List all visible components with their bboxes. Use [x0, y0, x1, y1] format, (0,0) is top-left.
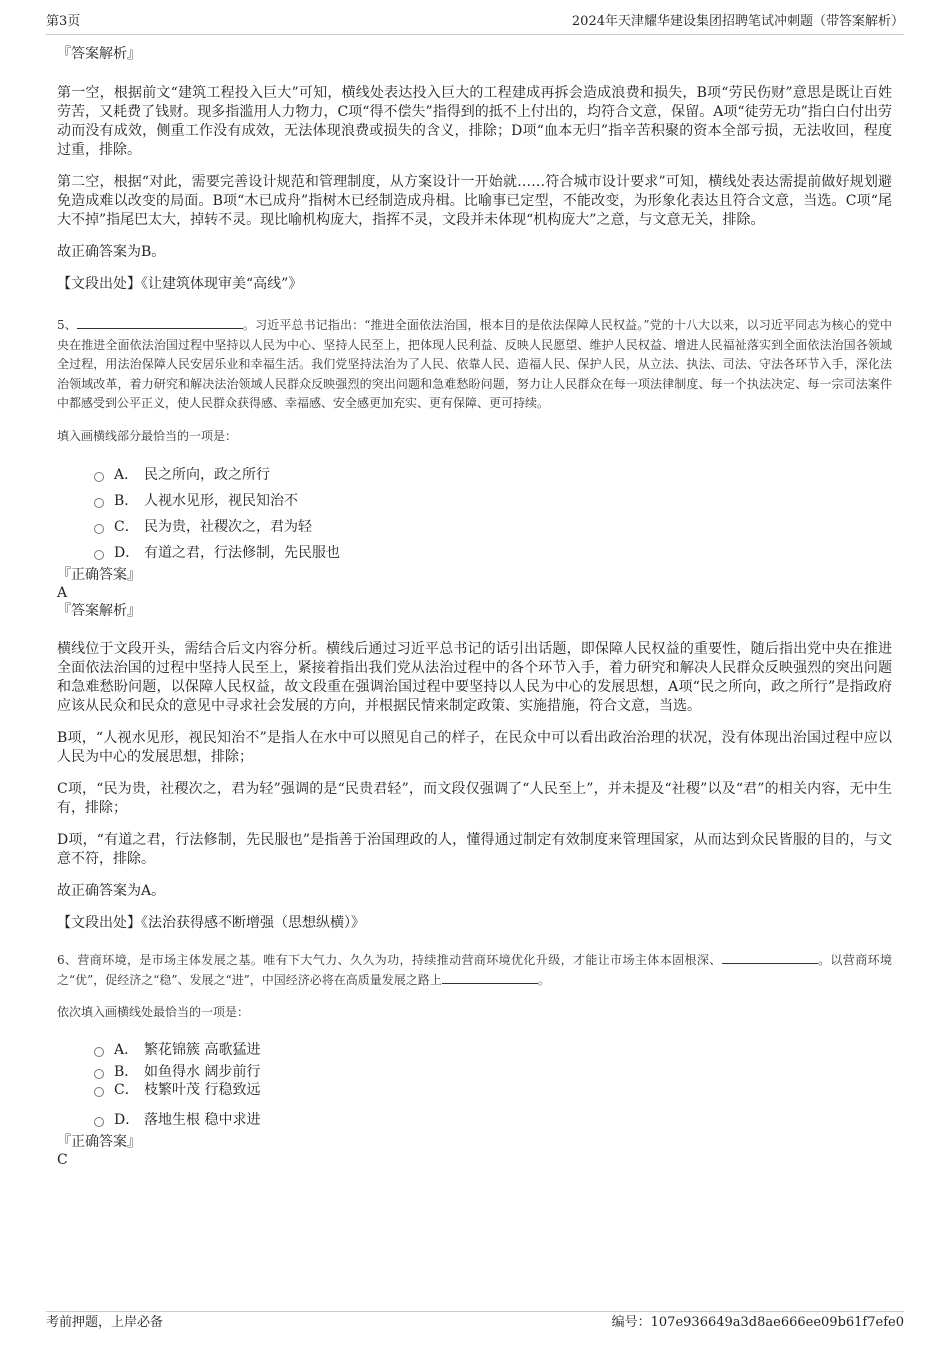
document-code: 编号：107e936649a3d8ae666ee09b61f7efe0 [611, 1315, 904, 1330]
footer-slogan: 考前押题，上岸必备 [46, 1315, 164, 1330]
q5-option-a[interactable]: A． 民之所向，政之所行 [94, 462, 892, 488]
page-content [57, 44, 892, 1169]
q5-option-c[interactable]: C． 民为贵，社稷次之，君为轻 [94, 514, 892, 540]
q5-analysis-a3: C项，“民为贵，社稷次之，君为轻”强调的是“民贵君轻”，而文段仅强调了“人民至上”，并未提及“社稷”以及“君”的相关内容，无中生有，排除； [57, 781, 892, 816]
radio-icon[interactable] [94, 1069, 104, 1079]
q5-number: 5、 [57, 318, 77, 332]
q6-options [94, 1037, 892, 1133]
q6-option-a[interactable]: A． 繁花锦簇 高歌猛进 [94, 1037, 892, 1063]
q5-correct-answer: A [57, 585, 68, 601]
radio-icon[interactable] [94, 498, 104, 508]
q6-blank-2 [442, 971, 538, 984]
q6-stem: 6、营商环境，是市场主体发展之基。唯有下大气力、久久为功，持续推动营商环境优化升级，才能让市场主体本固根深、 。以营商环境之“优”，促经济之“稳”、发展之“进”，中国经济必将在高质量发展之路上 。 [57, 953, 892, 987]
q6-blank-1 [722, 951, 818, 964]
q5-option-b[interactable]: B． 人视水见形，视民知治不 [94, 488, 892, 514]
page-footer [46, 1311, 904, 1336]
q5-correct-label: 『正确答案』 [57, 567, 141, 583]
q5-option-d[interactable]: D． 有道之君，行法修制，先民服也 [94, 540, 892, 566]
page-number: 第3页 [46, 14, 81, 29]
q5-source: 【文段出处】《法治获得感不断增强（思想纵横）》 [57, 915, 365, 931]
radio-icon[interactable] [94, 1117, 104, 1127]
document-title: 2024年天津耀华建设集团招聘笔试冲刺题（带答案解析） [571, 14, 904, 29]
radio-icon[interactable] [94, 524, 104, 534]
q6-option-d[interactable]: D． 落地生根 稳中求进 [94, 1107, 892, 1133]
radio-icon[interactable] [94, 472, 104, 482]
radio-icon[interactable] [94, 1087, 104, 1097]
q5-prompt: 填入画横线部分最恰当的一项是： [57, 428, 238, 443]
q5-blank [77, 316, 243, 329]
q5-analysis-a4: D项，“有道之君，行法修制，先民服也”是指善于治国理政的人，懂得通过制定有效制度来管理国家，从而达到众民皆服的目的，与文意不符，排除。 [57, 832, 892, 867]
q5-stem-text: 。习近平总书记指出：“推进全面依法治国，根本目的是依法保障人民权益。”党的十八大以来，以习近平同志为核心的党中央在推进全面依法治国过程中坚持以人民为中心、坚持人民至上，把体现人民利益、反映人民愿望、维护人民权益、增进人民福祉落实到全面依法治国各领域全过程，用法治保障人民安居乐业和幸福生活。我们党坚持法治为了人民、依靠人民、造福人民、保护人民，从立法、执法、司法、守法各环节入手，深化法治领域改革，着力研究和解决法治领域人民群众反映强烈的突出问题和急难愁盼问题，努力让人民群众在每一项法律制度、每一个执法决定、每一宗司法案件中都感受到公平正义，使人民群众获得感、幸福感、安全感更加充实、更有保障、更可持续。 [57, 318, 892, 410]
q5-analysis-a2: B项，“人视水见形，视民知治不”是指人在水中可以照见自己的样子，在民众中可以看出政治治理的状况，没有体现出治国过程中应以人民为中心的发展思想，排除； [57, 730, 892, 765]
q5-conclusion: 故正确答案为A。 [57, 883, 166, 899]
radio-icon[interactable] [94, 1047, 104, 1057]
q4-source: 【文段出处】《让建筑体现审美“高线”》 [57, 276, 303, 292]
page-header [46, 10, 904, 35]
q6-correct-label: 『正确答案』 [57, 1133, 141, 1150]
q6-prompt: 依次填入画横线处最恰当的一项是： [57, 1005, 250, 1019]
q4-analysis-p2: 第二空，根据“对此，需要完善设计规范和管理制度，从方案设计一开始就……符合城市设计要求”可知，横线处表达需提前做好规划避免造成难以改变的局面。B项“木已成舟”指树木已经制造成舟楫。比喻事已定型，不能改变，为形象化表达且符合文意，当选。C项“尾大不掉”指尾巴太大，掉转不灵。现比喻机构庞大，指挥不灵，文段并未体现“机构庞大”之意，与文意无关，排除。 [57, 174, 892, 228]
radio-icon[interactable] [94, 550, 104, 560]
q5-analysis-label: 『答案解析』 [57, 603, 141, 619]
q6-correct-answer: C [57, 1151, 68, 1168]
q5-stem [57, 316, 892, 414]
q4-conclusion: 故正确答案为B。 [57, 244, 166, 260]
q4-analysis-label: 『答案解析』 [57, 46, 141, 62]
q6-option-b[interactable]: B． 如鱼得水 阔步前行 [94, 1063, 892, 1081]
q6-option-c[interactable]: C． 枝繁叶茂 行稳致远 [94, 1081, 892, 1107]
q5-options [94, 462, 892, 566]
q5-analysis-a1: 横线位于文段开头，需结合后文内容分析。横线后通过习近平总书记的话引出话题，即保障人民权益的重要性，随后指出党中央在推进全面依法治国的过程中坚持人民至上，紧接着指出我们党从法治过程中的各个环节入手，着力研究和解决人民群众反映强烈的突出问题和急难愁盼问题，以保障人民权益，故文段重在强调治国过程中要坚持以人民为中心的发展思想，A项“民之所向，政之所行”是指政府应该从民众和民众的意见中寻求社会发展的方向，并根据民情来制定政策、实施措施，符合文意，当选。 [57, 641, 892, 714]
q4-analysis-p1: 第一空，根据前文“建筑工程投入巨大”可知，横线处表达投入巨大的工程建成再拆会造成浪费和损失，B项“劳民伤财”意思是既让百姓劳苦，又耗费了钱财。现多指滥用人力物力，C项“得不偿失”指得到的抵不上付出的，均符合文意，保留。A项“徒劳无功”指白白付出劳动而没有成效，侧重工作没有成效，无法体现浪费或损失的含义，排除；D项“血本无归”指辛苦积聚的资本全部亏损，无法收回，程度过重，排除。 [57, 85, 892, 158]
